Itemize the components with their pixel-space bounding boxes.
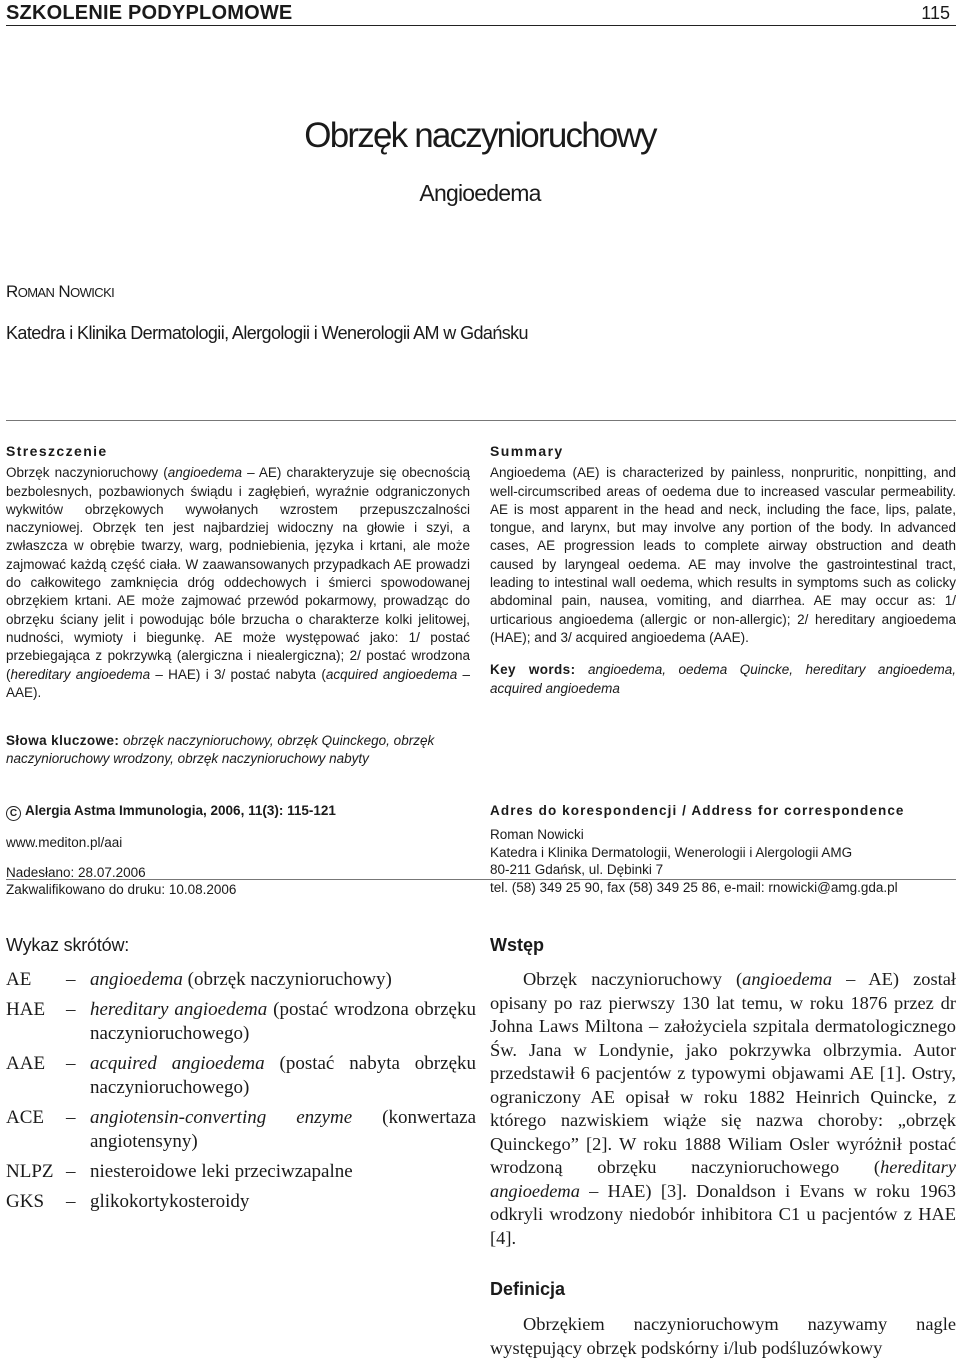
author-last-rest: OWICKI <box>70 285 115 300</box>
abbreviations-list <box>6 968 476 1220</box>
abbreviation-hae: HAE – hereditary angioedema (postać wrodzona obrzęku naczynioruchowego) <box>6 999 476 1044</box>
correspondence-heading: Adres do korespondencji / Address for correspondence <box>490 803 905 818</box>
accepted-date: Zakwalifikowano do druku: 10.08.2006 <box>6 882 237 897</box>
correspondence-address: 80-211 Gdańsk, ul. Dębinki 7 <box>490 862 664 878</box>
article-title: Obrzęk naczynioruchowy <box>304 116 656 155</box>
author-last-initial: N <box>58 282 71 301</box>
abstract-polish-text: Obrzęk naczynioruchowy (angioedema – AE) charakteryzuje się obecnością bezbolesnych, pozbawionych świądu i zagłębień, wyraźnie odgraniczonych wykwitów obrzękowych wywołanych wzrostem przepuszczalności naczyniowej. Obrzęk ten jest najbardziej widoczny na głowie i szyi, a zwłaszcza w obrębie twarzy, warg, podniebienia, języka i krtani, ale może zajmować każdą część ciała. W zaawansowanych przypadkach AE prowadzi do całkowitego zamknięcia dróg oddechowych i śmierci spowodowanej obrzękiem krtani. AE może zajmować przewód pokarmowy, prowadząc do obrzęku ściany jelit i powodując bóle brzucha o charakterze kolki jelitowej, nudności, wymioty i biegunkę. AE może występować jako: 1/ postać przebiegająca z pokrzywką (alergiczna i niealergiczna); 2/ postać wrodzona (hereditary angioedema – HAE) i 3/ postać nabyta (acquired angioedema – AAE). <box>6 465 470 700</box>
keywords-english-label: Key words: <box>490 662 576 678</box>
abbreviation-ace: ACE – angiotensin-converting enzyme (konwertaza angiotensyny) <box>6 1107 477 1152</box>
abstract-polish <box>6 442 470 702</box>
abstract-polish-heading: Streszczenie <box>6 443 108 459</box>
abstract-english-heading: Summary <box>490 443 564 459</box>
abbreviation-gks: GKS – glikokortykosteroidy <box>6 1191 250 1212</box>
correspondence-name: Roman Nowicki <box>490 826 584 842</box>
running-header-section: SZKOLENIE PODYPLOMOWE <box>6 2 293 24</box>
correspondence-institution: Katedra i Klinika Dermatologii, Wenerologii i Alergologii AMG <box>490 844 853 860</box>
author-name <box>6 282 114 302</box>
abstract-rule <box>6 420 956 421</box>
abbreviation-nlpz: NLPZ – niesteroidowe leki przeciwzapalne <box>6 1161 353 1182</box>
abbreviation-aae: AAE – acquired angioedema (postać nabyta obrzęku naczynioruchowego) <box>6 1053 476 1098</box>
author-first-rest: OMAN <box>17 285 55 300</box>
journal-info <box>6 802 476 898</box>
intro-heading: Wstęp <box>490 935 544 955</box>
page-number: 115 <box>921 3 950 23</box>
correspondence-block <box>490 802 956 897</box>
keywords-english-text: angioedema, oedema Quincke, hereditary angioedema, acquired angioedema <box>490 662 956 696</box>
journal-url[interactable]: www.mediton.pl/aai <box>6 835 123 850</box>
correspondence-contact: tel. (58) 349 25 90, fax (58) 349 25 86, e-mail: rnowicki@amg.gda.pl <box>490 880 898 896</box>
definition-text: Obrzękiem naczynioruchowym nazywamy nagle występujący obrzęk podskórny i/lub podśluzówkowy <box>490 1314 956 1358</box>
keywords-polish-label: Słowa kluczowe: <box>6 733 120 748</box>
abbreviation-ae: AE – angioedema (obrzęk naczynioruchowy) <box>6 969 392 990</box>
abstract-english <box>490 442 956 698</box>
header-rule <box>6 25 956 26</box>
copyright-icon: C <box>6 806 21 821</box>
keywords-english <box>490 661 956 698</box>
keywords-polish-text: obrzęk naczynioruchowy, obrzęk Quinckego, obrzęk naczynioruchowy wrodzony, obrzęk naczynioruchowy nabyty <box>6 733 435 767</box>
abbreviations-heading: Wykaz skrótów: <box>6 935 130 955</box>
intro-text: Obrzęk naczynioruchowy (angioedema – AE) został opisany po raz pierwszy 130 lat temu, w roku 1876 przez dr Johna Laws Miltona – założyciela szpitala dermatologicznego Św. Jana w Londynie, jako pokrzywka olbrzymia. Autor przedstawił 6 pacjentów z typowymi objawami AE [1]. Ostry, ograniczony AE opisał w roku 1882 Heinrich Quincke, z którego nazwiskiem wiąże się nazwa choroby: „obrzęk Quinckego” [2]. W roku 1888 Wiliam Osler wyróżnił postać wrodzoną obrzęku naczynioruchowego (hereditary angioedema – HAE) [3]. Donaldson i Evans w roku 1963 odkryli wrodzony niedobór inhibitora C1 u pacjentów z HAE [4]. <box>490 969 956 1248</box>
abstract-english-text: Angioedema (AE) is characterized by painless, nonpruritic, nonpitting, and well-circumscribed areas of oedema due to increased vascular permeability. AE is most apparent in the head and neck, including the face, lips, palate, tongue, and larynx, but may involve any portion of the body. In advanced cases, AE progression leads to complete airway obstruction and death caused by laryngeal oedema. AE may involve the gastrointestinal tract, leading to intestinal wall oedema, which results in symptoms such as colicky abdominal pain, nausea, vomiting, and diarrhea. AE may occur as: 1/ urticarious angioedema (allergic or non-allergic); 2/ hereditary angioedema (HAE); and 3/ acquired angioedema (AAE). <box>490 465 956 645</box>
definition-heading: Definicja <box>490 1279 566 1299</box>
submitted-date: Nadesłano: 28.07.2006 <box>6 865 146 880</box>
author-first-initial: R <box>6 282 18 301</box>
article-subtitle: Angioedema <box>419 180 541 206</box>
keywords-polish <box>6 732 476 769</box>
journal-citation: C Alergia Astma Immunologia, 2006, 11(3): 115-121 <box>6 802 476 821</box>
author-affiliation: Katedra i Klinika Dermatologii, Alergologii i Wenerologii AM w Gdańsku <box>6 323 528 343</box>
body-rule <box>6 879 956 880</box>
